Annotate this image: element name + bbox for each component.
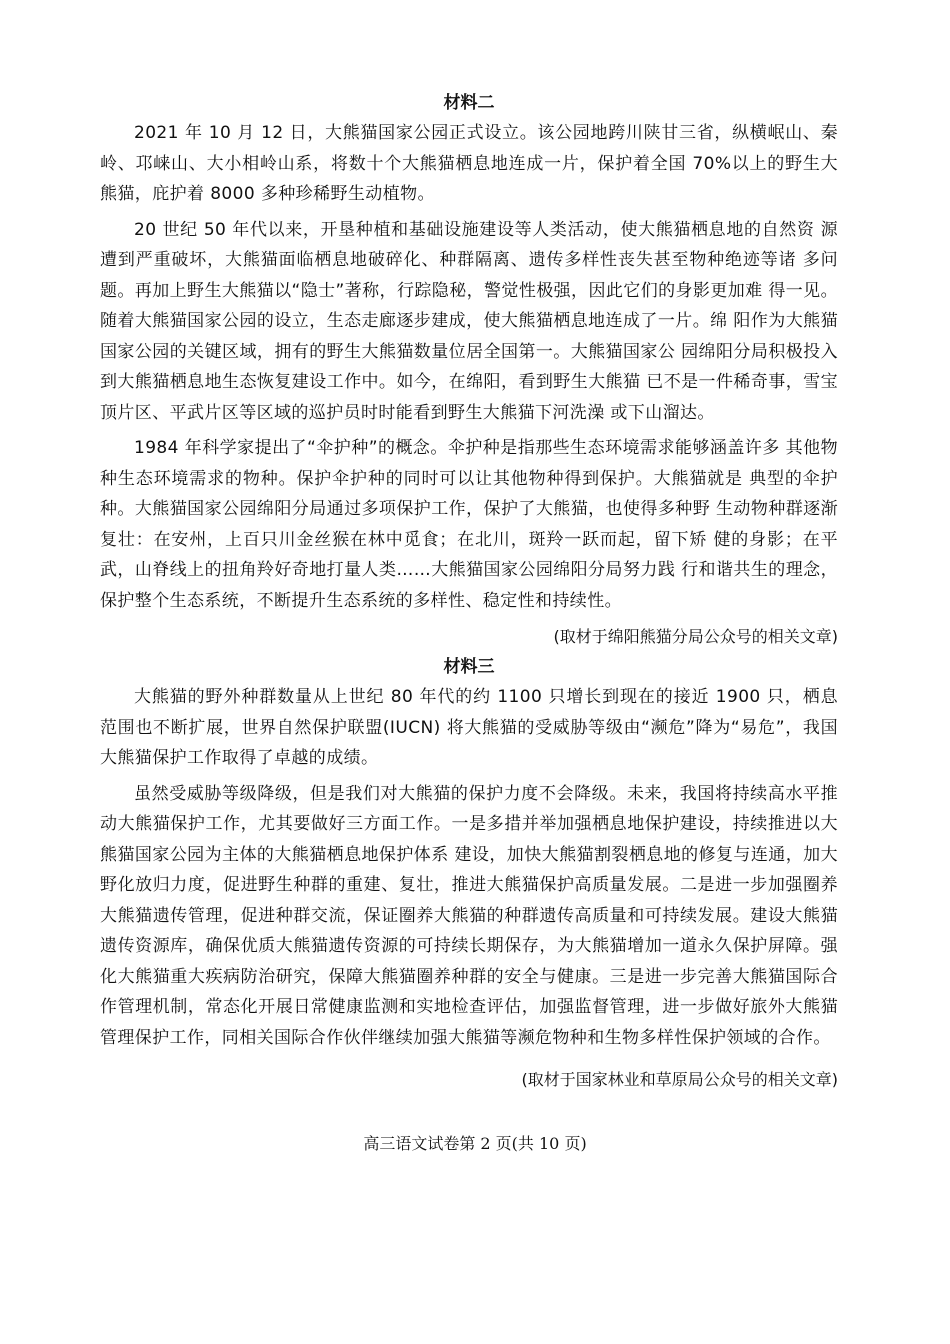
material-two-title: 材料二 — [443, 93, 495, 113]
material-three-paragraph-2: 虽然受威胁等级降级，但是我们对大熊猫的保护力度不会降级。未来，我国将持续高水平推动大熊猫保护工作，尤其要做好三方面工作。一是多措并举加强栖息地保护建设，持续推进以大熊猫国家公园为主体的大熊猫栖息地保护体系 建设，加快大熊猫割裂栖息地的修复与连通，加大野化放归力度，促进野生种群的重建、复壮，推进大熊猫保护高质量发展。二是进一步加强圈养大熊猫遗传管理，促进种群交流，保证圈养大熊猫的种群遗传高质量和可持续发展。建设大熊猫遗传资源库，确保优质大熊猫遗传资源的可持续长期保存，为大熊猫增加一道永久保护屏障。强化大熊猫重大疾病防治研究，保障大熊猫圈养种群的安全与健康。三是进一步完善大熊猫国际合作管理机制，常态化开展日常健康监测和实地检查评估，加强监督管理，进一步做好旅外大熊猫管理保护工作，同相关国际合作伙伴继续加强大熊猫等濒危物种和生物多样性保护领域的合作。 — [100, 783, 838, 1048]
page-content — [100, 88, 838, 1095]
material-three-source: (取材于国家林业和草原局公众号的相关文章) — [521, 1070, 838, 1089]
material-two-section — [100, 88, 838, 652]
material-two-paragraph-3: 1984 年科学家提出了“伞护种”的概念。伞护种是指那些生态环境需求能够涵盖许多 其他物种生态环境需求的物种。保护伞护种的同时可以让其他物种得到保护。大熊猫就是 典型的伞护种。大熊猫国家公园绵阳分局通过多项保护工作，保护了大熊猫，也使得多种野 生动物种群逐渐复壮：在安州，上百只川金丝猴在林中觅食；在北川，斑羚一跃而起，留下矫 健的身影；在平武，山脊线上的扭角羚好奇地打量人类……大熊猫国家公园绵阳分局努力践 行和谐共生的理念，保护整个生态系统，不断提升生态系统的多样性、稳定性和持续性。 — [100, 438, 838, 611]
material-two-source: (取材于绵阳熊猫分局公众号的相关文章) — [553, 627, 838, 646]
page-footer: 高三语文试卷第 2 页(共 10 页) — [363, 1134, 587, 1153]
material-three-section — [100, 652, 838, 1095]
material-three-paragraph-1: 大熊猫的野外种群数量从上世纪 80 年代的约 1100 只增长到现在的接近 1900 只，栖息 范围也不断扩展，世界自然保护联盟(IUCN) 将大熊猫的受威胁等级由“濒危”降为“易危”，我国大熊猫保护工作取得了卓越的成绩。 — [100, 687, 838, 768]
material-two-paragraph-2: 20 世纪 50 年代以来，开垦种植和基础设施建设等人类活动，使大熊猫栖息地的自然资 源遭到严重破坏，大熊猫面临栖息地破碎化、种群隔离、遗传多样性丧失甚至物种绝迹等诸 多问题。再加上野生大熊猫以“隐士”著称，行踪隐秘，警觉性极强，因此它们的身影更加难 得一见。随着大熊猫国家公园的设立，生态走廊逐步建成，使大熊猫栖息地连成了一片。绵 阳作为大熊猫国家公园的关键区域，拥有的野生大熊猫数量位居全国第一。大熊猫国家公 园绵阳分局积极投入到大熊猫栖息地生态恢复建设工作中。如今，在绵阳，看到野生大熊猫 已不是一件稀奇事，雪宝顶片区、平武片区等区域的巡护员时时能看到野生大熊猫下河洗澡 或下山溜达。 — [100, 219, 838, 423]
material-three-title: 材料三 — [443, 657, 495, 677]
material-two-paragraph-1: 2021 年 10 月 12 日，大熊猫国家公园正式设立。该公园地跨川陕甘三省，纵横岷山、秦 岭、邛崃山、大小相岭山系，将数十个大熊猫栖息地连成一片，保护着全国 70%以上的野生大 熊猫，庇护着 8000 多种珍稀野生动植物。 — [100, 123, 838, 204]
